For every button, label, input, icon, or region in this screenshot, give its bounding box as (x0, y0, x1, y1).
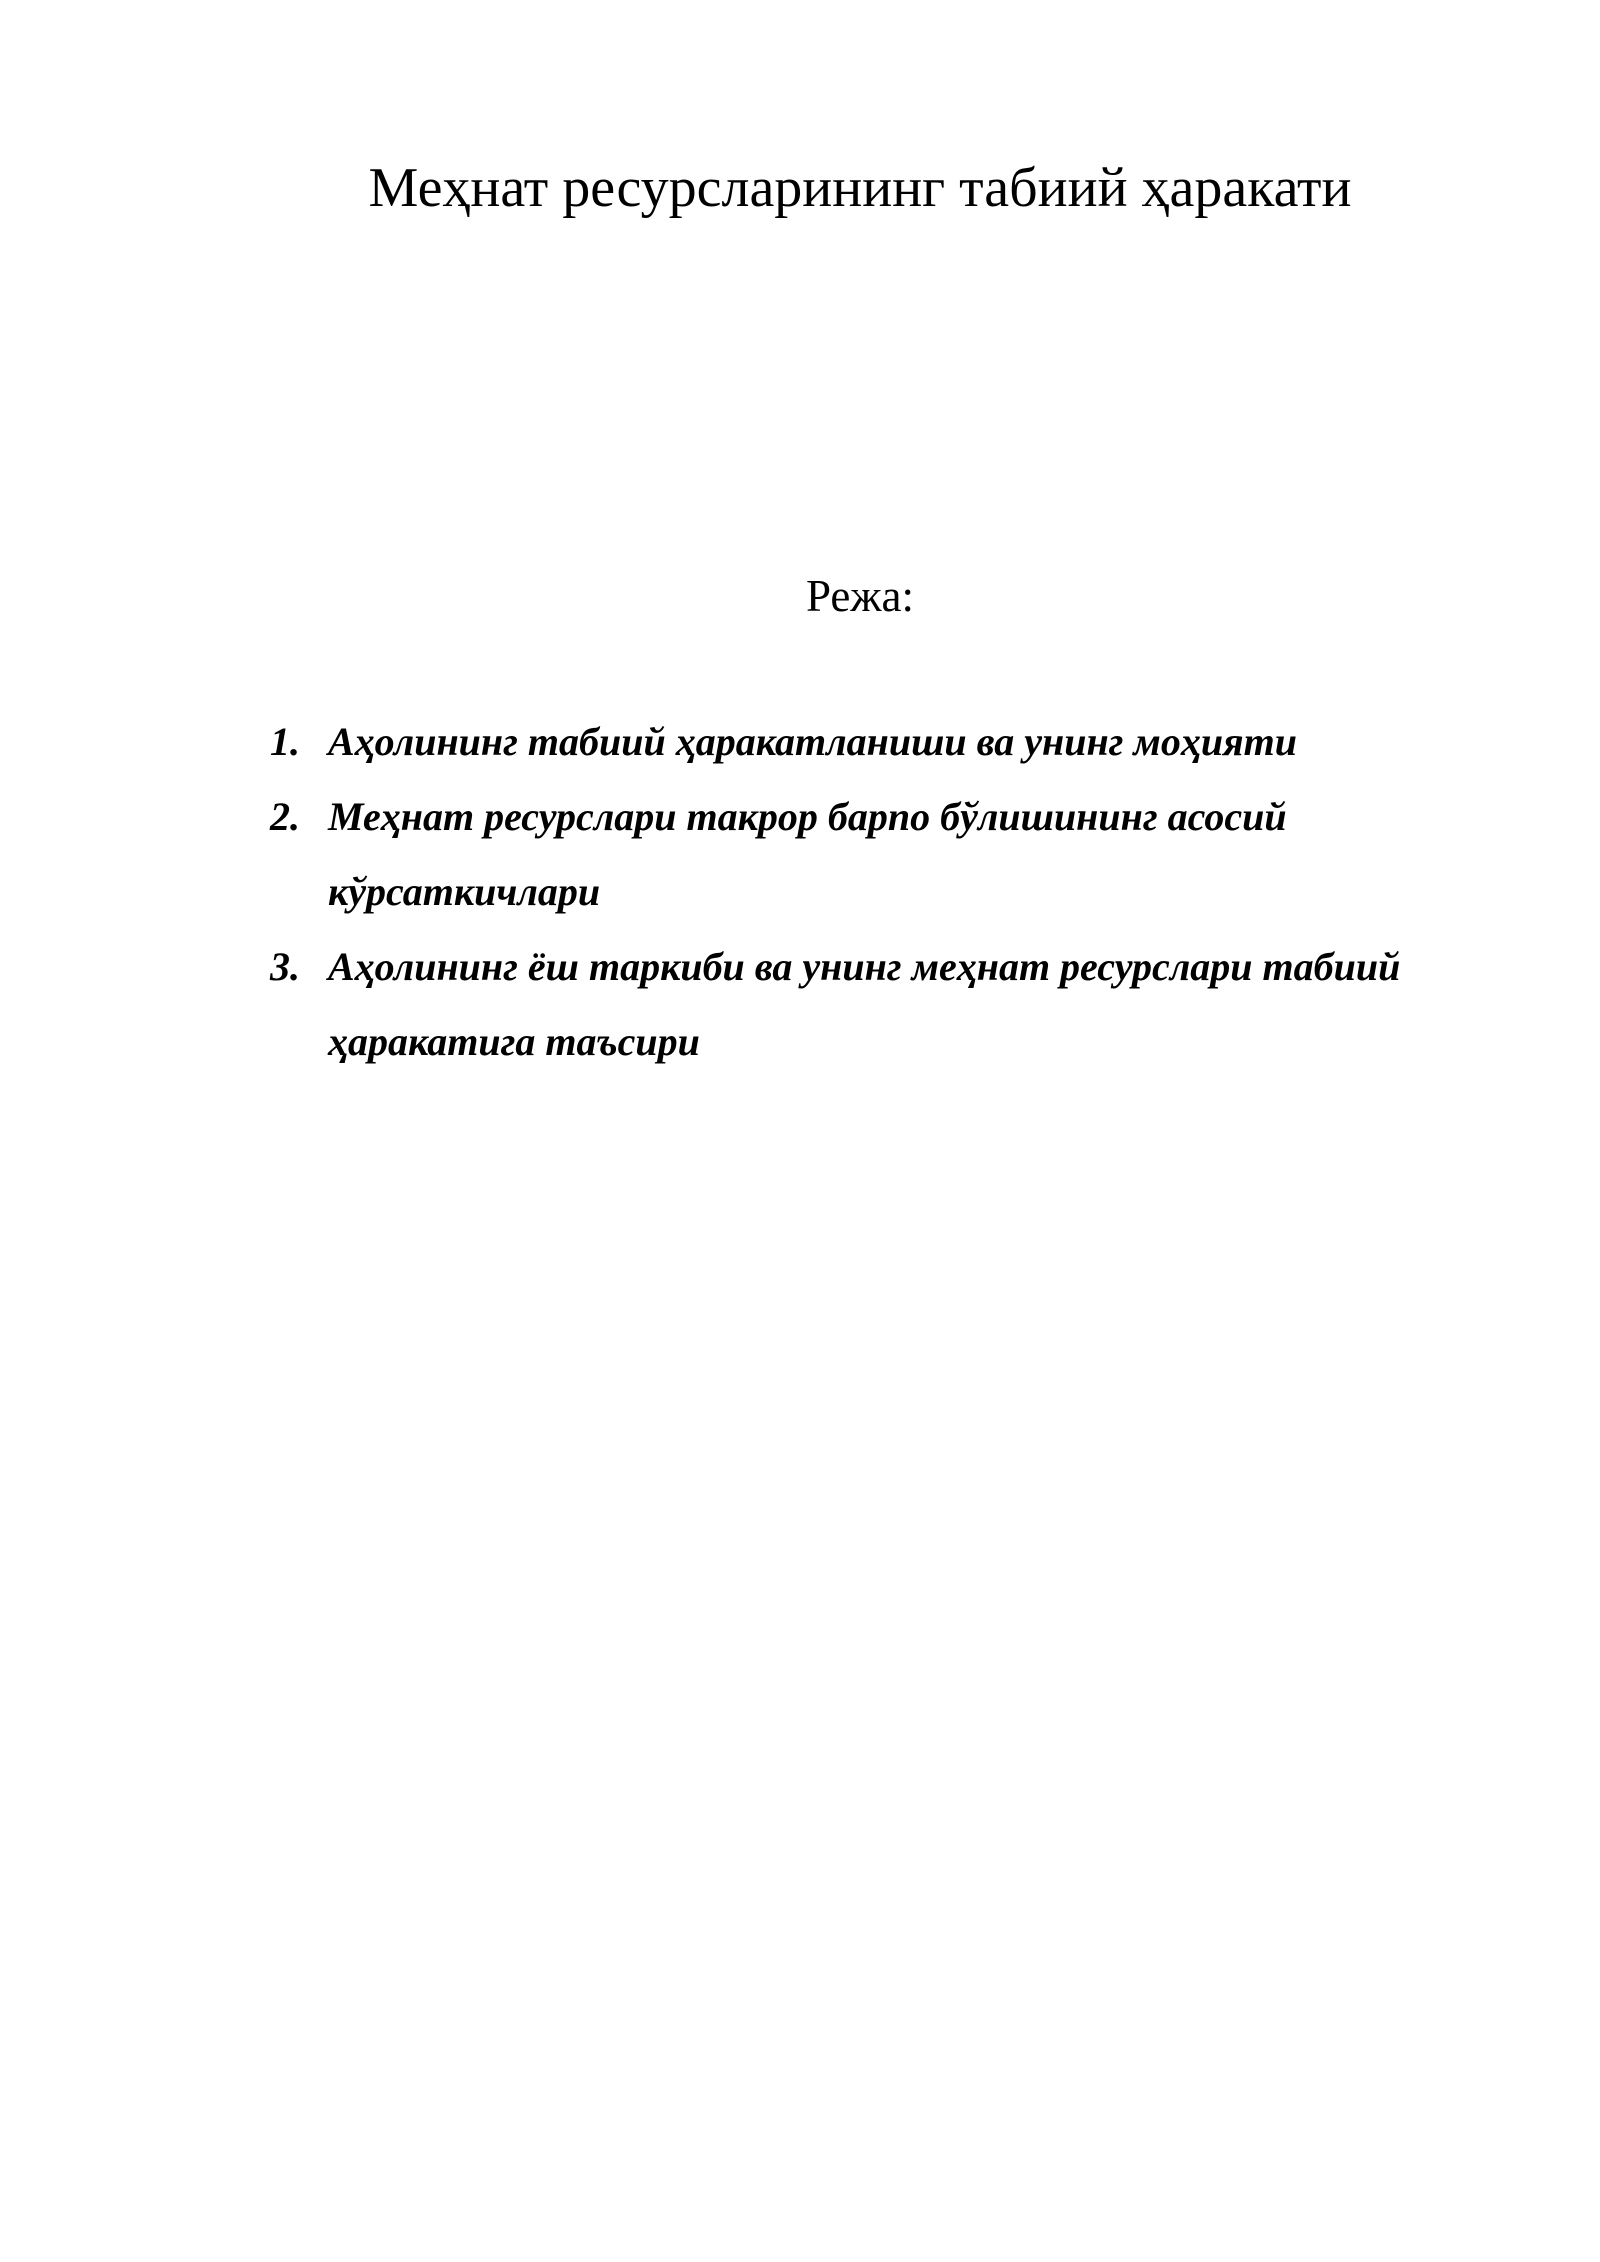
document-title: Меҳнат ресурсларининг табиий ҳаракати (368, 157, 1352, 219)
plan-item-text: Меҳнат ресурслари такрор барпо бўлишининг асосий кўрсаткичлари (328, 794, 1287, 914)
plan-item-number: 1. (270, 719, 300, 764)
plan-item-text: Аҳолининг табиий ҳаракатланиши ва унинг моҳияти (328, 719, 1298, 764)
plan-item-text: Аҳолининг ёш таркиби ва унинг меҳнат ресурслари табиий ҳаракатига таъсири (328, 944, 1401, 1064)
plan-item-number: 3. (270, 944, 300, 989)
plan-list (270, 704, 1520, 1079)
plan-item-number: 2. (270, 794, 300, 839)
plan-item-2 (270, 779, 1520, 929)
plan-heading: Режа: (806, 571, 914, 621)
plan-item-1 (270, 704, 1520, 779)
plan-item-3 (270, 929, 1520, 1079)
